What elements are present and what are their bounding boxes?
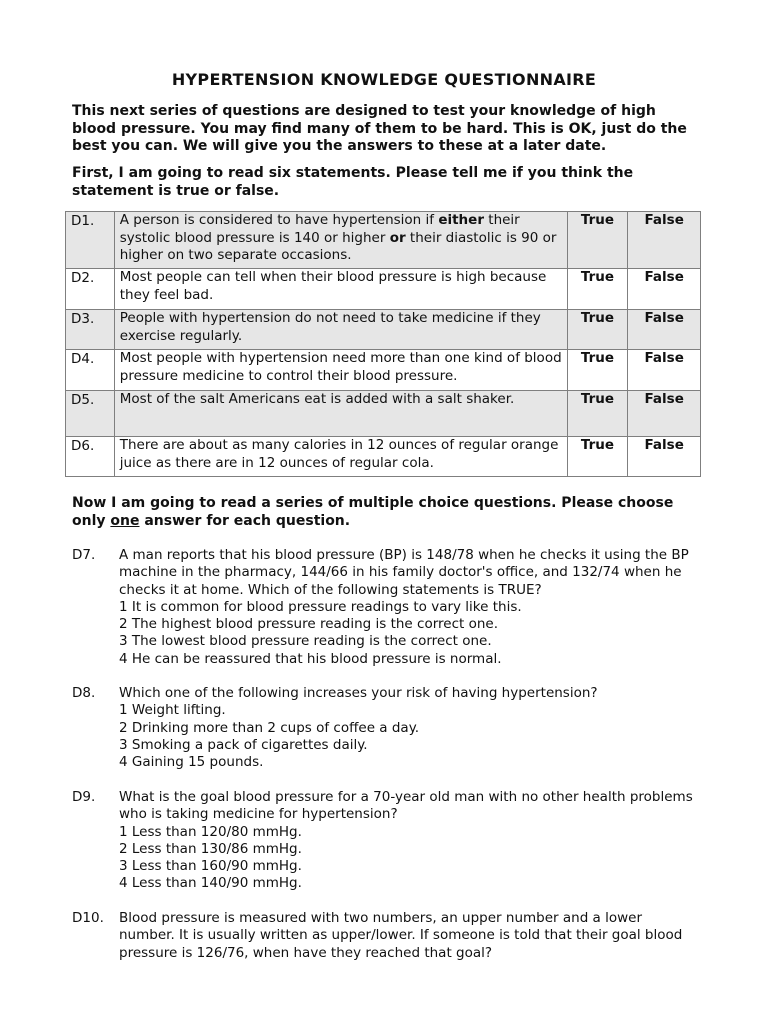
true-option[interactable]: True bbox=[567, 391, 628, 437]
question-text: Blood pressure is measured with two numbers, an upper number and a lower number. It is usually written as upper/lower. If someone is told that their goal blood pressure is 126/76, when have they reached that goal? bbox=[119, 910, 683, 961]
question-d7 bbox=[72, 547, 702, 668]
question-d9 bbox=[72, 789, 702, 893]
answer-option[interactable]: 2 Drinking more than 2 cups of coffee a day. bbox=[119, 719, 420, 736]
answer-option[interactable]: 4 Gaining 15 pounds. bbox=[119, 754, 264, 771]
true-option[interactable]: True bbox=[567, 212, 628, 269]
table-row bbox=[66, 310, 701, 350]
answer-option[interactable]: 1 It is common for blood pressure readings to vary like this. bbox=[119, 598, 522, 615]
item-id: D3. bbox=[66, 310, 115, 350]
answer-option[interactable]: 1 Weight lifting. bbox=[119, 702, 226, 719]
false-option[interactable]: False bbox=[628, 391, 701, 437]
true-option[interactable]: True bbox=[567, 437, 628, 477]
table-row bbox=[66, 350, 701, 391]
item-id: D4. bbox=[66, 350, 115, 391]
multiple-choice-instructions: Now I am going to read a series of multiple choice questions. Please choose only one answer for each question. bbox=[72, 495, 674, 529]
question-number: D8. bbox=[72, 685, 96, 701]
false-option[interactable]: False bbox=[628, 212, 701, 269]
question-number: D7. bbox=[72, 547, 96, 563]
item-id: D6. bbox=[66, 437, 115, 477]
item-statement: Most people with hypertension need more than one kind of blood pressure medicine to control their blood pressure. bbox=[114, 350, 567, 391]
true-false-table bbox=[65, 211, 701, 477]
item-statement: There are about as many calories in 12 ounces of regular orange juice as there are in 12 ounces of regular cola. bbox=[114, 437, 567, 477]
answer-option[interactable]: 3 Smoking a pack of cigarettes daily. bbox=[119, 736, 368, 753]
question-text: Which one of the following increases your risk of having hypertension? bbox=[119, 685, 598, 701]
question-number: D10. bbox=[72, 910, 104, 926]
false-option[interactable]: False bbox=[628, 269, 701, 310]
answer-option[interactable]: 2 Less than 130/86 mmHg. bbox=[119, 840, 302, 857]
true-option[interactable]: True bbox=[567, 350, 628, 391]
answer-option[interactable]: 1 Less than 120/80 mmHg. bbox=[119, 823, 302, 840]
question-text: What is the goal blood pressure for a 70-year old man with no other health problems who is taking medicine for hypertension? bbox=[119, 789, 693, 823]
answer-option[interactable]: 4 Less than 140/90 mmHg. bbox=[119, 875, 302, 892]
item-statement: Most people can tell when their blood pressure is high because they feel bad. bbox=[114, 269, 567, 310]
item-statement: A person is considered to have hypertension if either their systolic blood pressure is 140 or higher or their diastolic is 90 or higher on two separate occasions. bbox=[114, 212, 567, 269]
page-title: HYPERTENSION KNOWLEDGE QUESTIONNAIRE bbox=[171, 70, 597, 89]
item-statement: Most of the salt Americans eat is added with a salt shaker. bbox=[114, 391, 567, 437]
item-id: D1. bbox=[66, 212, 115, 269]
table-row bbox=[66, 437, 701, 477]
question-d10 bbox=[72, 910, 702, 962]
true-false-instructions: First, I am going to read six statements. Please tell me if you think the statement is true or false. bbox=[72, 165, 634, 199]
true-option[interactable]: True bbox=[567, 269, 628, 310]
item-id: D2. bbox=[66, 269, 115, 310]
true-option[interactable]: True bbox=[567, 310, 628, 350]
question-text: A man reports that his blood pressure (BP) is 148/78 when he checks it using the BP machine in the pharmacy, 144/66 in his family doctor's office, and 132/74 when he checks it at home. Which of the following statements is TRUE? bbox=[119, 547, 689, 598]
answer-option[interactable]: 4 He can be reassured that his blood pressure is normal. bbox=[119, 650, 502, 667]
table-row bbox=[66, 391, 701, 437]
false-option[interactable]: False bbox=[628, 437, 701, 477]
item-statement: People with hypertension do not need to take medicine if they exercise regularly. bbox=[114, 310, 567, 350]
item-id: D5. bbox=[66, 391, 115, 437]
false-option[interactable]: False bbox=[628, 310, 701, 350]
table-row bbox=[66, 269, 701, 310]
table-row bbox=[66, 212, 701, 269]
answer-option[interactable]: 2 The highest blood pressure reading is the correct one. bbox=[119, 616, 499, 633]
intro-paragraph: This next series of questions are designed to test your knowledge of high blood pressure. You may find many of them to be hard. This is OK, just do the best you can. We will give you the answers to these at a later date. bbox=[72, 103, 687, 154]
answer-option[interactable]: 3 The lowest blood pressure reading is the correct one. bbox=[119, 633, 492, 650]
answer-option[interactable]: 3 Less than 160/90 mmHg. bbox=[119, 858, 302, 875]
question-number: D9. bbox=[72, 789, 96, 805]
question-d8 bbox=[72, 685, 702, 771]
false-option[interactable]: False bbox=[628, 350, 701, 391]
